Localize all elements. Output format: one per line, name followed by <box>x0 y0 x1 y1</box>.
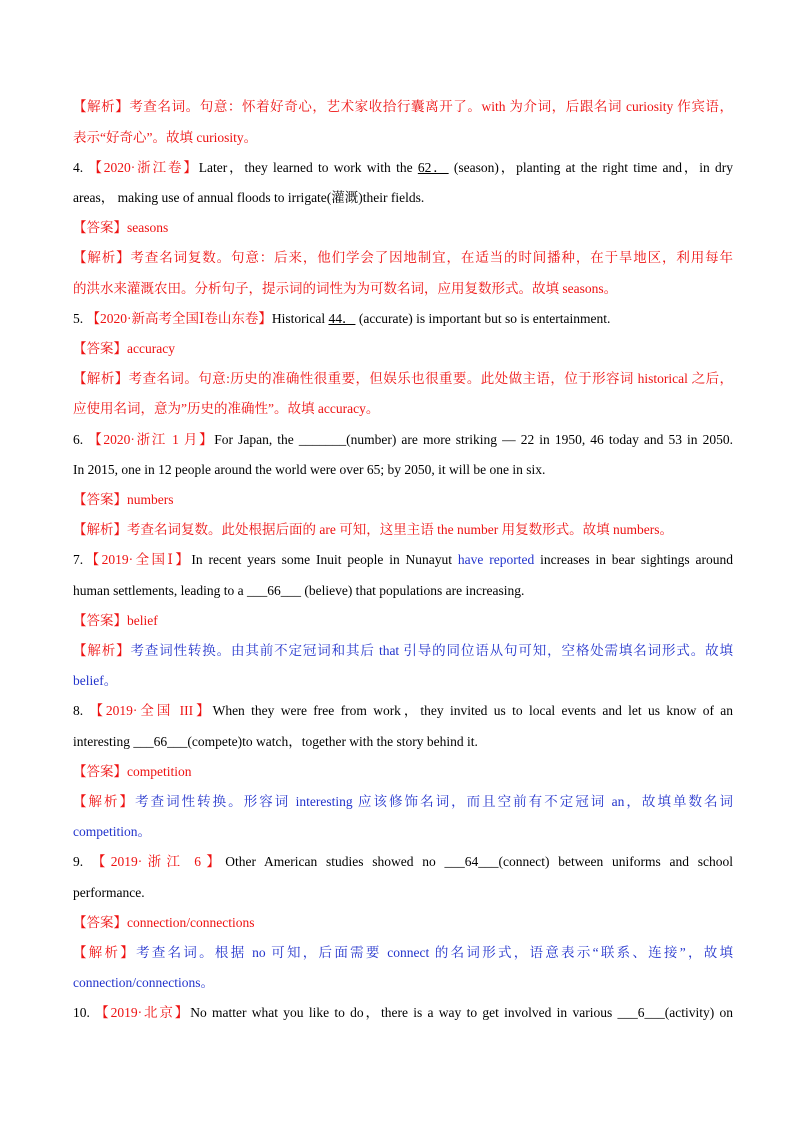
question-source: 【2020·浙江卷】 <box>88 160 199 175</box>
question-7 <box>73 551 733 569</box>
answer-line <box>73 763 733 781</box>
explanation-label: 【解析】 <box>73 643 131 658</box>
question-text: No matter what you like to do，there is a way to get involved in various <box>190 1005 618 1020</box>
question-text: (compete)to watch，together with the story behind it. <box>187 734 478 749</box>
blank: ___6___ <box>617 1005 665 1020</box>
question-text: For Japan, the _______(number) are more striking — 22 in 1950, 46 today and 53 in 2050. <box>214 432 733 447</box>
question-text: (believe) that populations are increasing. <box>300 583 525 598</box>
question-number: 7. <box>73 552 84 567</box>
question-9-cont <box>73 884 733 902</box>
answer-line <box>73 340 733 358</box>
explanation-line <box>73 944 733 962</box>
question-text: human settlements, leading to a <box>73 583 247 598</box>
highlight-text: have reported <box>457 552 535 567</box>
explanation-text: 考查词性转换。形容词 interesting 应该修饰名词，而且空前有不定冠词 an，故填单数名词 <box>135 794 733 809</box>
explanation-text: 考查名词。根据 no 可知，后面需要 connect 的名词形式，语意表示“联系、连接”，故填 <box>136 945 733 960</box>
explanation-text: 的洪水来灌溉农田。分析句子，提示词的词性为为可数名词，应用复数形式。故填 seasons。 <box>73 281 618 296</box>
question-text: interesting <box>73 734 134 749</box>
blank: ___66___ <box>133 734 188 749</box>
explanation-text: 应使用名词，意为”历史的准确性”。故填 accuracy。 <box>73 401 380 416</box>
answer-line <box>73 612 733 630</box>
question-number: 6. <box>73 432 89 447</box>
question-6 <box>73 431 733 449</box>
explanation-text: competition。 <box>73 824 151 839</box>
question-5 <box>73 310 733 328</box>
question-4 <box>73 159 733 177</box>
explanation-text: 【解析】考查名词复数。此处根据后面的 are 可知，这里主语 the number 用复数形式。故填 numbers。 <box>73 522 673 537</box>
question-source: 【2019·全国 III】 <box>89 703 213 718</box>
answer-text: 【答案】belief <box>73 613 158 628</box>
question-number: 4. <box>73 160 89 175</box>
explanation-line <box>73 521 733 539</box>
answer-text: 【答案】connection/connections <box>73 915 255 930</box>
blank: ___64___ <box>444 854 499 869</box>
explanation-line <box>73 642 733 660</box>
question-text: (season)，planting at the right time and，in dry <box>448 160 733 175</box>
question-text: increases in bear sightings around <box>534 552 733 567</box>
question-9 <box>73 853 733 871</box>
question-source: 【2019·全国Ⅰ】 <box>83 552 192 567</box>
question-6-cont <box>73 461 733 479</box>
explanation-label: 【解析】 <box>73 945 137 960</box>
explanation-line <box>73 672 733 690</box>
question-10 <box>73 1004 733 1022</box>
blank: ___66___ <box>246 583 301 598</box>
question-text: (activity) on <box>664 1005 733 1020</box>
question-7-cont <box>73 582 733 600</box>
explanation-line <box>73 823 733 841</box>
explanation-text: 【解析】考查名词。句意:历史的准确性很重要，但娱乐也很重要。此处做主语，位于形容词 historical 之后， <box>73 371 733 386</box>
question-source: 【2019·浙江 6】 <box>91 854 226 869</box>
explanation-text: 【解析】考查名词复数。句意：后来，他们学会了因地制宜，在适当的时间播种，在于旱地区，利用每年 <box>73 250 733 265</box>
explanation-line <box>73 974 733 992</box>
question-number: 5. <box>73 311 87 326</box>
blank: 62． <box>417 160 449 175</box>
question-text: (connect) between uniforms and school <box>498 854 733 869</box>
answer-line <box>73 491 733 509</box>
question-source: 【2019·北京】 <box>95 1005 191 1020</box>
question-number: 10. <box>73 1005 96 1020</box>
explanation-text: connection/connections。 <box>73 975 214 990</box>
explanation-text: 【解析】考查名词。句意：怀着好奇心，艺术家收拾行囊离开了。with 为介词，后跟名词 curiosity 作宾语， <box>73 99 733 114</box>
answer-text: 【答案】accuracy <box>73 341 175 356</box>
question-text: performance. <box>73 885 145 900</box>
question-number: 9. <box>73 854 92 869</box>
question-8 <box>73 702 733 720</box>
explanation-line <box>73 129 733 147</box>
question-text: (accurate) is important but so is entertainment. <box>355 311 611 326</box>
explanation-text: 表示“好奇心”。故填 curiosity。 <box>73 130 258 145</box>
explanation-line <box>73 249 733 267</box>
explanation-line <box>73 98 733 116</box>
answer-line <box>73 219 733 237</box>
question-text: Historical <box>271 311 329 326</box>
explanation-line <box>73 793 733 811</box>
answer-text: 【答案】seasons <box>73 220 169 235</box>
question-text: Other American studies showed no <box>225 854 445 869</box>
question-text: In 2015, one in 12 people around the world were over 65; by 2050, it will be one in six. <box>73 462 546 477</box>
question-text: When they were free from work，they invited us to local events and let us know of an <box>212 703 733 718</box>
question-source: 【2020·新高考全国Ⅰ卷山东卷】 <box>86 311 272 326</box>
answer-line <box>73 914 733 932</box>
answer-text: 【答案】numbers <box>73 492 174 507</box>
answer-text: 【答案】competition <box>73 764 192 779</box>
explanation-line <box>73 400 733 418</box>
explanation-line <box>73 370 733 388</box>
question-text: In recent years some Inuit people in Nunayut <box>191 552 458 567</box>
blank: 44． <box>328 311 356 326</box>
question-text: Later，they learned to work with the <box>198 160 418 175</box>
question-text: areas， making use of annual floods to irrigate(灌溉)their fields. <box>73 190 425 205</box>
question-8-cont <box>73 733 733 751</box>
explanation-text: belief。 <box>73 673 118 688</box>
explanation-label: 【解析】 <box>73 794 136 809</box>
question-source: 【2020·浙江 1 月】 <box>88 432 215 447</box>
question-number: 8. <box>73 703 90 718</box>
question-4-cont <box>73 189 733 207</box>
explanation-text: 考查词性转换。由其前不定冠词和其后 that 引导的同位语从句可知，空格处需填名词形式。故填 <box>130 643 733 658</box>
explanation-line <box>73 280 733 298</box>
